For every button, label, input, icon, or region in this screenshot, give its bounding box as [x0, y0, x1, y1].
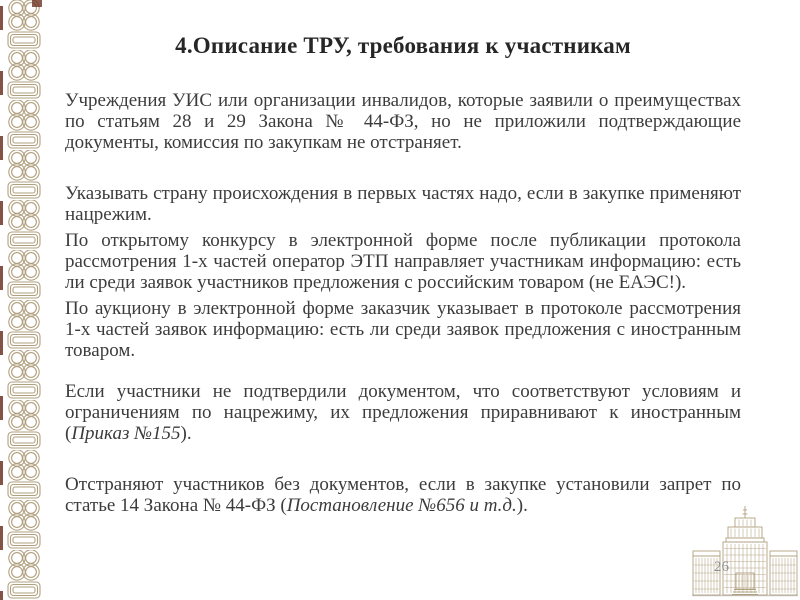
- body-text: [65, 90, 741, 516]
- ornament-edge-notch: [32, 0, 42, 7]
- paragraph: [65, 90, 741, 153]
- legal-reference-italic: Приказ №155: [71, 423, 181, 444]
- ornament-chain-icon: [0, 0, 56, 600]
- ornament-edge-accents: [0, 6, 3, 600]
- slide-content: [65, 33, 741, 516]
- paragraph: [65, 230, 741, 293]
- paragraph-text: Если участники не подтвердили документом, что соответствуют условиям и ограничениям по нацрежиму, их предложения приравнивают к иностранным (: [65, 381, 741, 444]
- paragraph-text: По открытому конкурсу в электронной форме после публикации протокола рассмотрения 1-х частей оператор ЭТП направляет участникам информацию: есть ли среди заявок участников предложения с российским товаром (не ЕАЭС!).: [65, 230, 741, 293]
- legal-reference-italic: Постановление №656 и т.д.: [286, 495, 517, 516]
- paragraph: [65, 183, 741, 225]
- page-number: 26: [714, 559, 729, 575]
- government-building-icon: [690, 505, 800, 597]
- paragraph-text: ).: [180, 423, 192, 444]
- slide-title: 4.Описание ТРУ, требования к участникам: [175, 33, 631, 58]
- paragraph-text: Учреждения УИС или организации инвалидов, которые заявили о преимуществах по статьям 28 и 29 Закона № 44-ФЗ, но не приложили подтверждающие документы, комиссия по закупкам не отстраняет.: [65, 90, 741, 153]
- paragraph: [65, 381, 741, 444]
- paragraph-text: ).: [516, 495, 528, 516]
- paragraph-text: Указывать страну происхождения в первых частях надо, если в закупке применяют нацрежим.: [65, 183, 741, 225]
- paragraph: [65, 298, 741, 361]
- paragraph: [65, 474, 741, 516]
- paragraph-text: Отстраняют участников без документов, если в закупке установили запрет по статье 14 Закона № 44-ФЗ (: [65, 474, 741, 516]
- paragraph-text: По аукциону в электронной форме заказчик указывает в протоколе рассмотрения 1-х частей заявок информацию: есть ли среди заявок предложения с иностранным товаром.: [65, 298, 741, 361]
- ornament-border: [0, 0, 56, 600]
